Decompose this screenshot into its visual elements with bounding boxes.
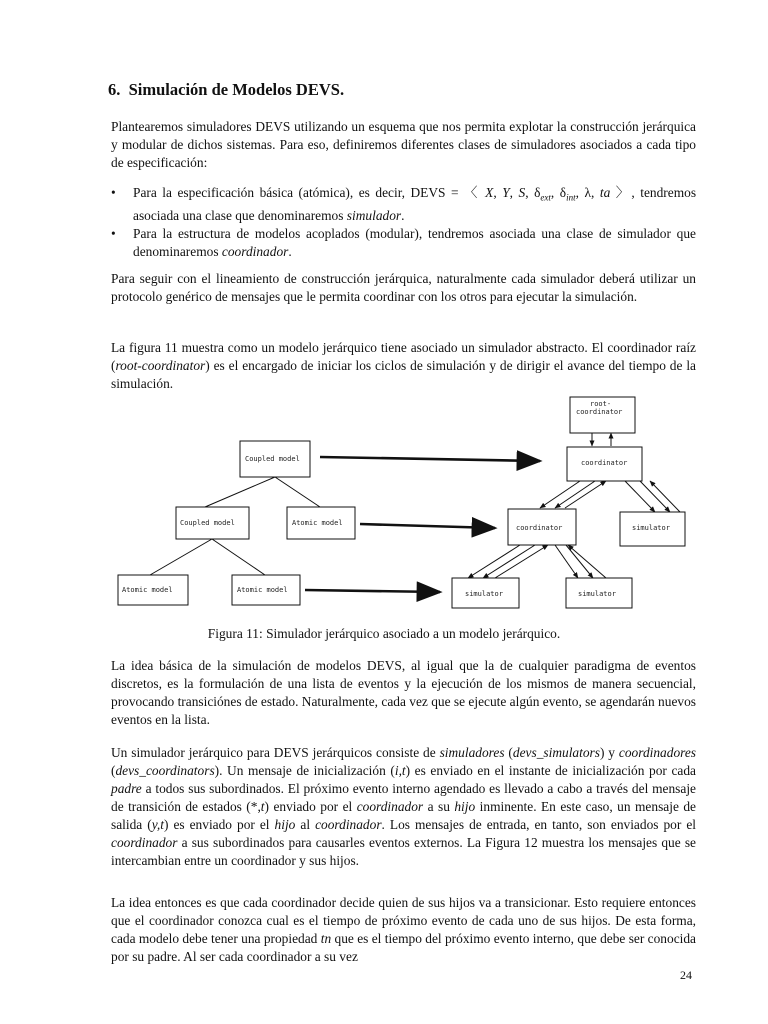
coordinator-mid-label: coordinator (516, 524, 563, 532)
paragraph-next-event: La idea entonces es que cada coordinador decide quien de sus hijos va a transicionar. Esto requiere entonces que el coordinador conozca cual es el tiempo de próximo evento de cada uno de sus hijos. De esta forma, cada modelo debe tener una propiedad tn que es el tiempo del próximo evento interno, que debe ser conocida por su padre. Al ser cada coordinador a su vez (111, 895, 696, 964)
section-number: 6. (108, 80, 121, 99)
paragraph-hierarchical-simulator: Un simulador jerárquico para DEVS jerárquicos consiste de simuladores (devs_simulators) y coordinadores (devs_coordinators). Un mensaje de inicialización (i,t) es enviado en el instante de inicialización por cada padre a todos sus subordinados. El próximo evento interno agendado es llevado a cabo a través del mensaje de transición de estados (*,t) enviado por el coordinador a su hijo inminente. En este caso, un mensaje de salida (y,t) es enviado por el hijo al coordinador. Los mensajes de entrada, en tanto, son enviados por el coordinador a sus subordinados para causarles eventos externos. La Figura 12 muestra los mensajes que se intercambian entre un coordinador y sus hijos. (111, 745, 697, 868)
simulator-tree (452, 397, 685, 608)
bullet-list (111, 184, 696, 261)
paragraph-intro: Plantearemos simuladores DEVS utilizando un esquema que nos permita explotar la construcción jerárquica y modular de dichos sistemas. Para eso, definiremos diferentes clases de simuladores asociados a cada tipo de especificación: (111, 119, 696, 170)
figure-caption: Figura 11: Simulador jerárquico asociado a un modelo jerárquico. (207, 626, 561, 641)
paragraph-figure-intro: La figura 11 muestra como un modelo jerárquico tiene asociado un simulador abstracto. El coordinador raíz (root-coordinator) es el encargado de iniciar los ciclos de simulación y de dirigir el avance del tiempo de la simulación. (111, 340, 696, 391)
atomic-model-mid-label: Atomic model (292, 519, 343, 527)
atomic-model-bl-label: Atomic model (122, 586, 173, 594)
root-coordinator-label-2: coordinator (576, 408, 623, 416)
coordinator-top-label: coordinator (581, 459, 628, 467)
simulator-mid-label: simulator (632, 524, 670, 532)
simulator-br-label: simulator (578, 590, 616, 598)
paragraph-events: La idea básica de la simulación de modelos DEVS, al igual que la de cualquier paradigma de eventos discretos, es la formulación de una lista de eventos y la ejecución de los mismos de manera secuencial, provocando transiciónes de estado. Naturalmente, cada vez que se ejecute algún evento, se agendarán nuevos eventos en la lista. (111, 658, 696, 727)
hierarchy-diagram (0, 390, 768, 620)
page-number: 24 (680, 968, 692, 982)
bullet-atomic: • Para la especificación básica (atómica), es decir, DEVS = 〈 X, Y, S, $\delta_{ext}$, $\delta_{int}$, λ, ta 〉, tendremos asociada una clase que denominaremos simulador. (111, 184, 696, 225)
root-coordinator-label-1: root- (590, 400, 612, 408)
section-heading (108, 80, 344, 100)
coupled-model-top-label: Coupled model (245, 455, 300, 463)
paragraph-protocol: Para seguir con el lineamiento de construcción jerárquica, naturalmente cada simulador deberá utilizar un protocolo genérico de mensajes que le permita coordinar con los otros para ejecutar la simulación. (111, 271, 696, 304)
section-title: Simulación de Modelos DEVS. (128, 80, 345, 99)
simulator-bl-label: simulator (465, 590, 503, 598)
bullet-coupled: • Para la estructura de modelos acoplados (modular), tendremos asociada una clase de simulador que denominaremos coordinador. (111, 225, 696, 261)
atomic-model-br-label: Atomic model (237, 586, 288, 594)
coupled-model-mid-label: Coupled model (180, 519, 235, 527)
